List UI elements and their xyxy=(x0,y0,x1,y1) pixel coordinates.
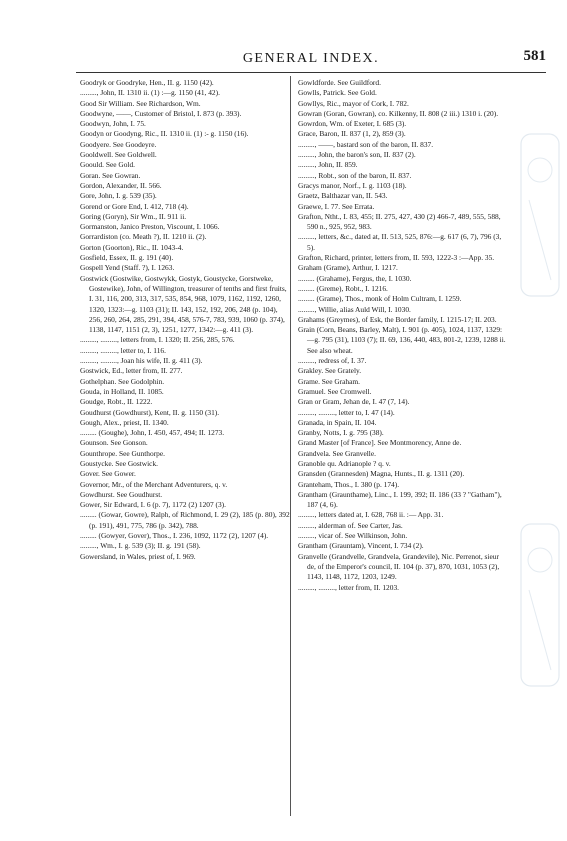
index-entry: Granada, in Spain, II. 104. xyxy=(298,417,377,427)
index-column-left xyxy=(80,78,290,562)
index-entry: ......... (Gowyer, Gover), Thos., I. 236, 1092, 1172 (2), 1207 (4). xyxy=(80,531,269,541)
index-entry: Grame. See Graham. xyxy=(298,376,360,386)
index-entry: Gorton (Goorton), Ric., II. 1043-4. xyxy=(80,242,184,252)
index-entry: Gostwick (Gostwike, Gostwykk, Gostyk, Goustycke, Gorstweke, Gostewike), John, of Willington, treasurer of tenths and first fruits, I. 31, 116, 200, 313, 317, 535, 854, 968, 1079, 1162, 1192, 1260, 1320, 1323:—g. 1103 (31); II. 143, 152, 192, 206, 248 (p. 104), 256, 260, 264, 285, 291, 394, 458, 576-7, 783, 939, 1060 (p. 374), 1138, 1147, 1151 (2, 3), 1251, 1277, 1342:—g. 411 (3). xyxy=(80,273,287,335)
column-divider xyxy=(290,76,291,816)
index-entry: Graetz, Balthazar van, II. 543. xyxy=(298,191,388,201)
index-entry: Gough, Alex., priest, II. 1340. xyxy=(80,417,169,427)
index-entry: Goodryk or Goodryke, Hen., II. g. 1150 (42). xyxy=(80,78,214,87)
index-entry: Gouda, in Holland, II. 1085. xyxy=(80,386,164,396)
index-column-right xyxy=(298,78,508,593)
page-number: 581 xyxy=(523,48,546,64)
index-entry: Graewe, I. 77. See Errata. xyxy=(298,201,375,211)
index-entry: Granoble qu. Adrianople ? q. v. xyxy=(298,458,391,468)
index-entry: Goring (Goryn), Sir Wm., II. 911 ii. xyxy=(80,211,187,221)
index-entry: Governor, Mr., of the Merchant Adventurers, q. v. xyxy=(80,479,228,489)
index-entry: Grafton, Richard, printer, letters from, II. 593, 1222-3 :—App. 35. xyxy=(298,253,495,263)
index-entry: ......... (Grahame), Fergus, the, I. 1030. xyxy=(298,273,412,283)
index-entry: ........., Robt., son of the baron, II. 837. xyxy=(298,170,412,180)
index-entry: Gowersland, in Wales, priest of, I. 969. xyxy=(80,551,196,561)
index-entry: ........., John, II. 859. xyxy=(298,160,358,170)
watermark-seal xyxy=(515,520,565,690)
index-entry: Goudge, Robt., II. 1222. xyxy=(80,397,153,407)
index-entry: ......... (Gowar, Gowre), Ralph, of Richmond, I. 29 (2), 185 (p. 80), 392 (p. 191), 491, 775, 786 (p. 342), 788. xyxy=(80,510,290,530)
index-entry: Good Sir William. See Richardson, Wm. xyxy=(80,98,201,108)
index-entry: Goould. See Gold. xyxy=(80,160,136,170)
index-entry: Gordon, Alexander, II. 566. xyxy=(80,180,162,190)
index-entry: ......... (Grame), Thos., monk of Holm Cultram, I. 1259. xyxy=(298,294,462,304)
index-entry: Grain (Corn, Beans, Barley, Malt), I. 901 (p. 405), 1024, 1137, 1329:—g. 795 (31), 1103 (7); II. 69, 136, 440, 483, 801-2, 1239, 1288 ii. See also wheat. xyxy=(298,325,506,355)
index-entry: Grantham (Grauntam), Vincent, I. 734 (2). xyxy=(298,541,424,551)
index-entry: ........., ........., letters from, I. 1320; II. 256, 285, 576. xyxy=(80,335,235,345)
index-entry: Graham (Grame), Arthur, I. 1217. xyxy=(298,263,398,273)
index-entry: Grahams (Greymes), of Esk, the Border family, I. 1215-17; II. 203. xyxy=(298,314,497,324)
index-entry: ........., ——, bastard son of the baron, II. 837. xyxy=(298,139,434,149)
index-entry: Gracys manor, Norf., I. g. 1103 (18). xyxy=(298,180,407,190)
index-entry: Granby, Notts, I. g. 795 (38). xyxy=(298,428,384,438)
index-entry: Grace, Baron, II. 837 (1, 2), 859 (3). xyxy=(298,129,406,139)
index-entry: Gospell Yend (Staff. ?), I. 1263. xyxy=(80,263,175,273)
index-entry: Gowllys, Ric., mayor of Cork, I. 782. xyxy=(298,98,409,108)
index-entry: Gowlls, Patrick. See Gold. xyxy=(298,88,377,98)
index-entry: ........., John, II. 1310 ii. (1) :—g. 1150 (41, 42). xyxy=(80,88,220,98)
index-entry: Gostwick, Ed., letter from, II. 277. xyxy=(80,366,183,376)
index-entry: Gowdhurst. See Goudhurst. xyxy=(80,489,163,499)
index-entry: ........., John, the baron's son, II. 837 (2). xyxy=(298,150,416,160)
index-entry: ......... (Greme), Robt., I. 1216. xyxy=(298,283,388,293)
index-entry: Gowran (Goran, Gowran), co. Kilkenny, II. 808 (2 iii.) 1310 i. (20). xyxy=(298,108,499,118)
index-entry: Grand Master [of France]. See Montmorency, Anne de. xyxy=(298,438,462,448)
index-entry: ........., vicar of. See Wilkinson, John. xyxy=(298,531,408,541)
index-entry: Goodyere. See Goodeyre. xyxy=(80,139,157,149)
index-entry: Gowldforde. See Guildford. xyxy=(298,78,381,87)
index-entry: ........., ........., letter to, I. 116. xyxy=(80,345,166,355)
index-entry: Goodyn or Goodyng, Ric., II. 1310 ii. (1) :- g. 1150 (16). xyxy=(80,129,249,139)
index-entry: Granvelle (Grandvelle, Grandvela, Grandevile), Nic. Perrenot, sieur de, of the Emperor's council, II. 104 (p. 37), 870, 1031, 1053 (2), 1143, 1148, 1172, 1203, 1249. xyxy=(298,551,500,582)
running-title: GENERAL INDEX. xyxy=(242,51,380,66)
index-entry: ........., ........., letter from, II. 1203. xyxy=(298,582,399,592)
index-entry: Gosfield, Essex, II. g. 191 (40). xyxy=(80,253,174,263)
index-entry: Gore, John, I. g. 539 (35). xyxy=(80,191,157,201)
index-entry: ......... (Goughe), John, I. 450, 457, 494; II. 1273. xyxy=(80,428,225,438)
header-rule xyxy=(76,72,546,73)
index-entry: ........., alderman of. See Carter, Jas. xyxy=(298,520,403,530)
index-entry: Gothelphan. See Godolphin. xyxy=(80,376,165,386)
index-entry: ........., ........., letter to, I. 47 (14). xyxy=(298,407,395,417)
index-entry: Gounthrope. See Gunthorpe. xyxy=(80,448,165,458)
index-entry: Grafton, Ntht., I. 83, 455; II. 275, 427, 430 (2) 466-7, 489, 555, 588, 590 n., 925, 952, 983. xyxy=(298,211,501,232)
index-entry: Goodwyn, John, I. 75. xyxy=(80,119,146,129)
index-entry: Gooldwell. See Goldwell. xyxy=(80,150,157,160)
index-entry: Gransden (Grannesden) Magna, Hunts., II. g. 1311 (20). xyxy=(298,469,465,479)
index-entry: Granteham, Thos., I. 380 (p. 174). xyxy=(298,479,400,489)
index-entry: Gover. See Gower. xyxy=(80,469,136,479)
index-entry: Gounson. See Gonson. xyxy=(80,438,148,448)
index-entry: ........., Willie, alias Auld Will, I. 1030. xyxy=(298,304,411,314)
index-entry: ........., ........., Joan his wife, II. g. 411 (3). xyxy=(80,356,203,366)
index-entry: Goran. See Gowran. xyxy=(80,170,141,180)
index-entry: ........., Wm., I. g. 539 (3); II. g. 191 (58). xyxy=(80,541,201,551)
index-entry: Goodwyne, ——, Customer of Bristol, I. 873 (p. 393). xyxy=(80,108,242,118)
index-entry: Gorrardiston (co. Meath ?), II. 1210 ii. (2). xyxy=(80,232,207,242)
index-entry: ........., redress of, I. 37. xyxy=(298,356,367,366)
index-entry: ........., letters dated at, I. 628, 768 ii. :— App. 31. xyxy=(298,510,444,520)
index-entry: Gower, Sir Edward, I. 6 (p. 7), 1172 (2) 1207 (3). xyxy=(80,500,226,510)
index-entry: Gowrdon, Wm. of Exeter, I. 685 (3). xyxy=(298,119,407,129)
index-entry: Goustycke. See Gostwick. xyxy=(80,458,158,468)
index-entry: Grakley. See Grately. xyxy=(298,366,362,376)
index-entry: Gorend or Gore End, I. 412, 718 (4). xyxy=(80,201,189,211)
page-header xyxy=(76,48,546,70)
index-entry: ........., letters, &c., dated at, II. 513, 525, 876:—g. 617 (6, 7), 796 (3, 5). xyxy=(298,232,502,252)
index-entry: Goudhurst (Gowdhurst), Kent, II. g. 1150 (31). xyxy=(80,407,220,417)
index-entry: Grantham (Graunthame), Linc., I. 199, 392; II. 186 (33 ? "Gatham"), 187 (4, 6). xyxy=(298,489,502,510)
index-entry: Grandvela. See Granvelle. xyxy=(298,448,376,458)
index-entry: Gran or Gram, Jehan de, I. 47 (7, 14). xyxy=(298,397,410,407)
index-entry: Gramuel. See Cromwell. xyxy=(298,386,372,396)
index-entry: Gormanston, Janico Preston, Viscount, I. 1066. xyxy=(80,222,220,232)
watermark-seal xyxy=(515,130,565,300)
